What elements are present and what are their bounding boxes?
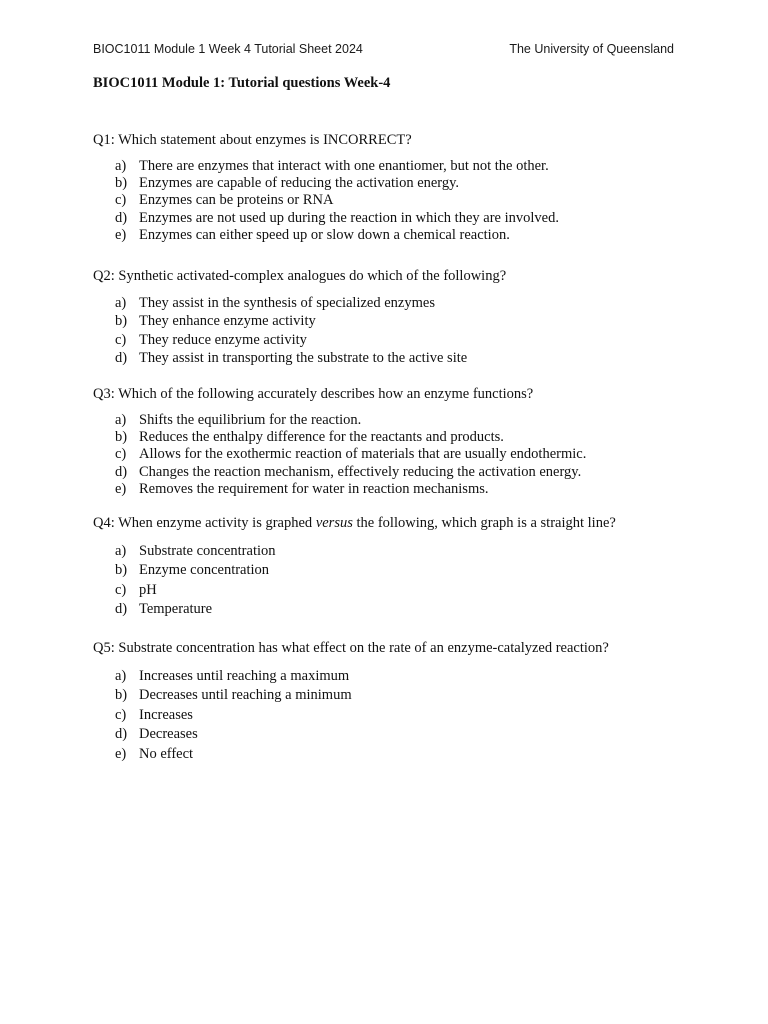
option-text: Decreases until reaching a minimum xyxy=(139,687,352,704)
option-text: Enzymes can either speed up or slow down a chemical reaction. xyxy=(139,226,510,243)
option-item xyxy=(93,667,609,686)
option-item xyxy=(93,331,506,349)
document-title: BIOC1011 Module 1: Tutorial questions Week-4 xyxy=(93,75,391,91)
header-course-label: BIOC1011 Module 1 Week 4 Tutorial Sheet 2024 xyxy=(93,42,363,56)
question-text-italic: versus xyxy=(315,515,353,531)
option-text: Substrate concentration xyxy=(139,543,276,559)
option-text: Removes the requirement for water in reaction mechanisms. xyxy=(139,480,489,497)
option-text: Shifts the equilibrium for the reaction. xyxy=(139,412,362,428)
option-letter: e) xyxy=(115,745,127,762)
question-5 xyxy=(93,639,609,764)
option-letter: b) xyxy=(115,313,128,330)
option-item xyxy=(93,600,616,619)
option-letter: d) xyxy=(115,349,128,366)
question-text-part: Q4: When enzyme activity is graphed xyxy=(93,515,316,531)
option-item xyxy=(93,294,506,312)
option-letter: a) xyxy=(115,412,127,428)
option-letter: d) xyxy=(115,601,128,618)
question-text: Q2: Synthetic activated-complex analogues do which of the following? xyxy=(93,268,507,284)
option-letter: d) xyxy=(115,209,128,226)
option-text: Allows for the exothermic reaction of materials that are usually endothermic. xyxy=(139,446,587,463)
option-letter: a) xyxy=(115,668,127,684)
option-letter: b) xyxy=(115,175,128,192)
question-2 xyxy=(93,267,506,367)
option-item xyxy=(93,349,506,367)
option-letter: a) xyxy=(115,543,127,559)
option-text: No effect xyxy=(139,745,194,762)
option-item xyxy=(93,542,616,561)
option-list xyxy=(93,294,506,367)
option-item xyxy=(93,561,616,580)
option-text: There are enzymes that interact with one enantiomer, but not the other. xyxy=(139,158,549,174)
option-text: They enhance enzyme activity xyxy=(139,313,316,330)
option-letter: d) xyxy=(115,463,128,480)
header-university-label: The University of Queensland xyxy=(509,42,674,56)
option-letter: e) xyxy=(115,226,127,243)
option-text: Temperature xyxy=(139,601,213,618)
option-letter: c) xyxy=(115,192,127,209)
option-item xyxy=(93,706,609,725)
option-text: They reduce enzyme activity xyxy=(139,331,307,348)
option-item xyxy=(93,745,609,764)
option-letter: b) xyxy=(115,687,128,704)
option-item xyxy=(93,175,460,192)
question-text: Q1: Which statement about enzymes is INCORRECT? xyxy=(93,132,412,148)
question-1 xyxy=(93,131,559,244)
option-text: Decreases xyxy=(139,726,198,743)
option-list xyxy=(93,667,609,764)
option-item xyxy=(93,686,609,705)
option-letter: b) xyxy=(115,562,128,579)
option-text: pH xyxy=(139,581,157,598)
option-list xyxy=(93,412,587,498)
option-letter: a) xyxy=(115,158,127,174)
option-list xyxy=(93,158,559,244)
question-text: Q3: Which of the following accurately describes how an enzyme functions? xyxy=(93,386,534,402)
option-text: Increases until reaching a maximum xyxy=(139,668,350,684)
option-letter: e) xyxy=(115,480,127,497)
question-text-part: the following, which graph is a straight line? xyxy=(352,515,616,531)
option-letter: c) xyxy=(115,581,127,598)
option-item xyxy=(93,226,510,244)
option-item xyxy=(93,581,616,600)
option-item xyxy=(93,429,533,446)
option-item xyxy=(93,412,533,429)
page-header xyxy=(93,42,674,60)
option-item xyxy=(93,312,506,330)
option-item xyxy=(93,192,412,209)
option-letter: c) xyxy=(115,446,127,463)
option-text: Enzyme concentration xyxy=(139,562,270,579)
option-text: Enzymes are not used up during the reaction in which they are involved. xyxy=(139,209,559,226)
option-list xyxy=(93,542,616,620)
option-item xyxy=(93,158,549,175)
option-text: They assist in the synthesis of specialized enzymes xyxy=(139,295,435,311)
question-text: Q5: Substrate concentration has what effect on the rate of an enzyme-catalyzed reaction? xyxy=(93,640,609,656)
option-text: Enzymes are capable of reducing the activation energy. xyxy=(139,175,460,192)
option-letter: b) xyxy=(115,429,128,446)
question-4 xyxy=(93,514,616,620)
option-text: Enzymes can be proteins or RNA xyxy=(139,192,334,209)
option-letter: c) xyxy=(115,706,127,723)
option-letter: d) xyxy=(115,726,128,743)
option-text: Increases xyxy=(139,706,193,723)
option-letter: a) xyxy=(115,295,127,311)
option-item xyxy=(93,725,609,744)
option-item xyxy=(93,209,559,227)
option-letter: c) xyxy=(115,331,127,348)
question-text xyxy=(93,514,616,532)
option-item xyxy=(93,463,582,481)
option-text: Changes the reaction mechanism, effectively reducing the activation energy. xyxy=(139,463,582,480)
question-3 xyxy=(93,385,587,498)
option-item xyxy=(93,446,587,463)
option-item xyxy=(93,481,533,498)
option-text: Reduces the enthalpy difference for the reactants and products. xyxy=(139,429,504,446)
option-text: They assist in transporting the substrate to the active site xyxy=(139,349,468,366)
